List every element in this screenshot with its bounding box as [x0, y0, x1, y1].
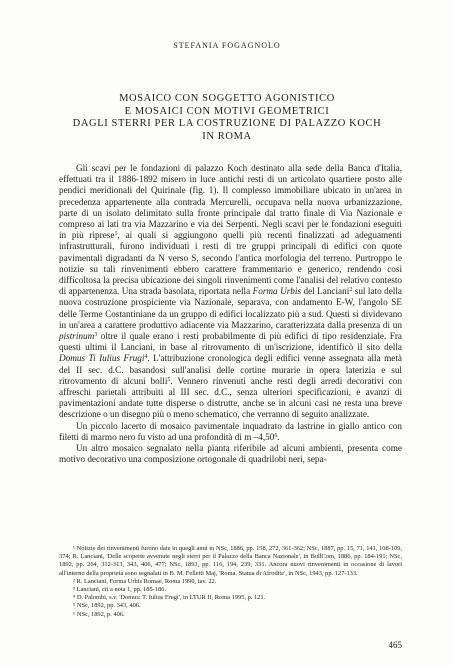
article-title: [70, 93, 384, 143]
paragraph-text: . L'attribuzione cronologica degli edifici venne assegnata alla metà del II sec. d.C. basandosi sull'analisi delle cortine murarie in opera laterizia e sul ritrovamento di alcuni bolli: [59, 353, 402, 386]
footnote-ref-2: 2: [349, 287, 353, 294]
title-line-3: DAGLI STERRI PER LA COSTRUZIONE DI PALAZZO KOCH: [72, 118, 382, 129]
footnote-5: ⁵ NSc, 1892, pp. 343, 406.: [73, 602, 141, 610]
footnote-ref-6: 6: [274, 432, 278, 439]
paragraph-3: Un altro mosaico segnalato nella pianta riferibile ad alcuni ambienti, presenta come motivo decorativo una composizione ortogonale di quadrilobi neri, sepa-: [59, 443, 402, 465]
running-header-author: STEFANIA FOGAGNOLO: [173, 41, 281, 50]
paragraph-text: . Vennero rinvenuti anche resti degli arredi decorativi con affreschi parietali attribuiti al III sec. d.C., senza ulteriori specificazioni, e avanzi di pavimentazioni andate tutte disperse o distrutte, anche se in alcuni casi ne resta una breve descrizione o un disegno più o meno schematico, che verranno di seguito analizzate.: [59, 375, 402, 420]
paragraph-text: Un piccolo lacerto di mosaico pavimentale inquadrato da lastrine in giallo antico con filetti di marmo nero fu visto ad una profondità di m –4,50: [59, 420, 402, 442]
footnote-4: ⁴ D. Palombi, s.v. 'Domus: T. Iulius Frugi', in LTUR II, Roma 1995, p. 121.: [73, 594, 266, 602]
footnote-ref-5: 5: [167, 376, 171, 383]
paragraph-1: [59, 163, 402, 421]
paragraph-text: , ai quali si aggiungono quelli più recenti finalizzati ad adeguamenti infrastrutturali, furono individuati i resti di tre gruppi principali di edifici con quote pavimentali digradanti da N verso S, secondo l'antica morfologia del terreno. Purtroppo le notizie su tali rinvenimenti ebbero carattere frammentario e generico, rendendo così difficoltosa la precisa ubicazione dei singoli rinvenimenti come l'analisi del relativo contesto di appartenenza. Una strada basolata, riportata nella: [59, 230, 402, 297]
paragraph-text: sul lato della nuova costruzione prospiciente via Nazionale, separava, con andamento E-W, l'angolo SE delle Terme Costantiniane da un gruppo di edifici localizzato più a sud. Questi si dividevano in un'area a carattere produttivo adiacente via Mazzarino, caratterizzata dalla presenza di un: [59, 286, 402, 330]
footnotes: [59, 545, 402, 619]
paragraph-text: oltre il quale erano i resti probabilmente di più edifici di tipo residenziale. Fra questi ultimi il Lanciani, in base al ritrovamento di un'iscrizione, identificò il sito della: [59, 331, 402, 353]
italic-domus: Domus Ti Iulius Frugi: [59, 353, 145, 364]
paragraph-text: del Lanciani: [301, 286, 350, 297]
title-line-4: IN ROMA: [202, 130, 252, 142]
page-number: 465: [388, 640, 402, 650]
title-line-1: MOSAICO CON SOGGETTO AGONISTICO: [119, 93, 335, 104]
footnote-6: ⁶ NSc, 1892, p. 406.: [73, 610, 125, 618]
footnote-3: ³ Lanciani, cit a nota 1, pp. 185-186.: [73, 586, 166, 594]
article-body: [59, 163, 402, 465]
footnote-2: ² R. Lanciani, Forma Urbis Romae, Roma 1990, tav. 22.: [73, 577, 217, 585]
footnote-ref-3: 3: [94, 332, 98, 339]
footnote-1: ¹ Notizie dei rinvenimenti furono date in quegli anni in NSc, 1886, pp. 158, 272, 361-362; NSc, 1887, pp. 15, 71, 141, 108-109, 374; R. Lanciani, 'Delle scoperte avvenute negli sterri per il Palazzo della Banca Nazionale', in BullCom, 1886, pp. 184-191; NSc, 1892, pp. 264, 312-313, 343, 406, 477; NSc, 1893, pp. 116, 194, 239, 331. Ancora nuovi rinvenimenti in occasione di lavori all'interno della proprietà sono segnalati in B. M. Felletti Maj, 'Roma. Statua di Afrodite', in NSc, 1943, pp. 127-133.: [59, 545, 402, 577]
footnote-ref-4: 4: [144, 354, 148, 361]
paragraph-text: .: [277, 431, 280, 442]
paragraph-text: Gli scavi per le fondazioni di palazzo Koch destinato alla sede della Banca d'Italia, effettuati tra il 1886-1892 misero in luce antichi resti di un articolato quartiere posto alle pendici meridionali del Quirinale (fig. 1). Il complesso immobiliare ubicato in un'area in precedenza appartenente alla contrada Mercurelli, occupava nella nuova urbanizzazione, parte di un isolato delimitato sulla fronte principale dal tratto finale di Via Nazionale e compreso ai lati tra via Mazzarino e via dei Serpenti. Negli scavi per le fondazioni eseguiti in più riprese: [59, 163, 402, 241]
footnote-ref-1: 1: [114, 231, 118, 238]
paragraph-2: [59, 421, 402, 443]
italic-forma-urbis: Forma Urbis: [252, 286, 302, 297]
italic-pistrinum: pistrinum: [59, 331, 95, 342]
title-line-2: E MOSAICI CON MOTIVI GEOMETRICI: [124, 105, 330, 117]
